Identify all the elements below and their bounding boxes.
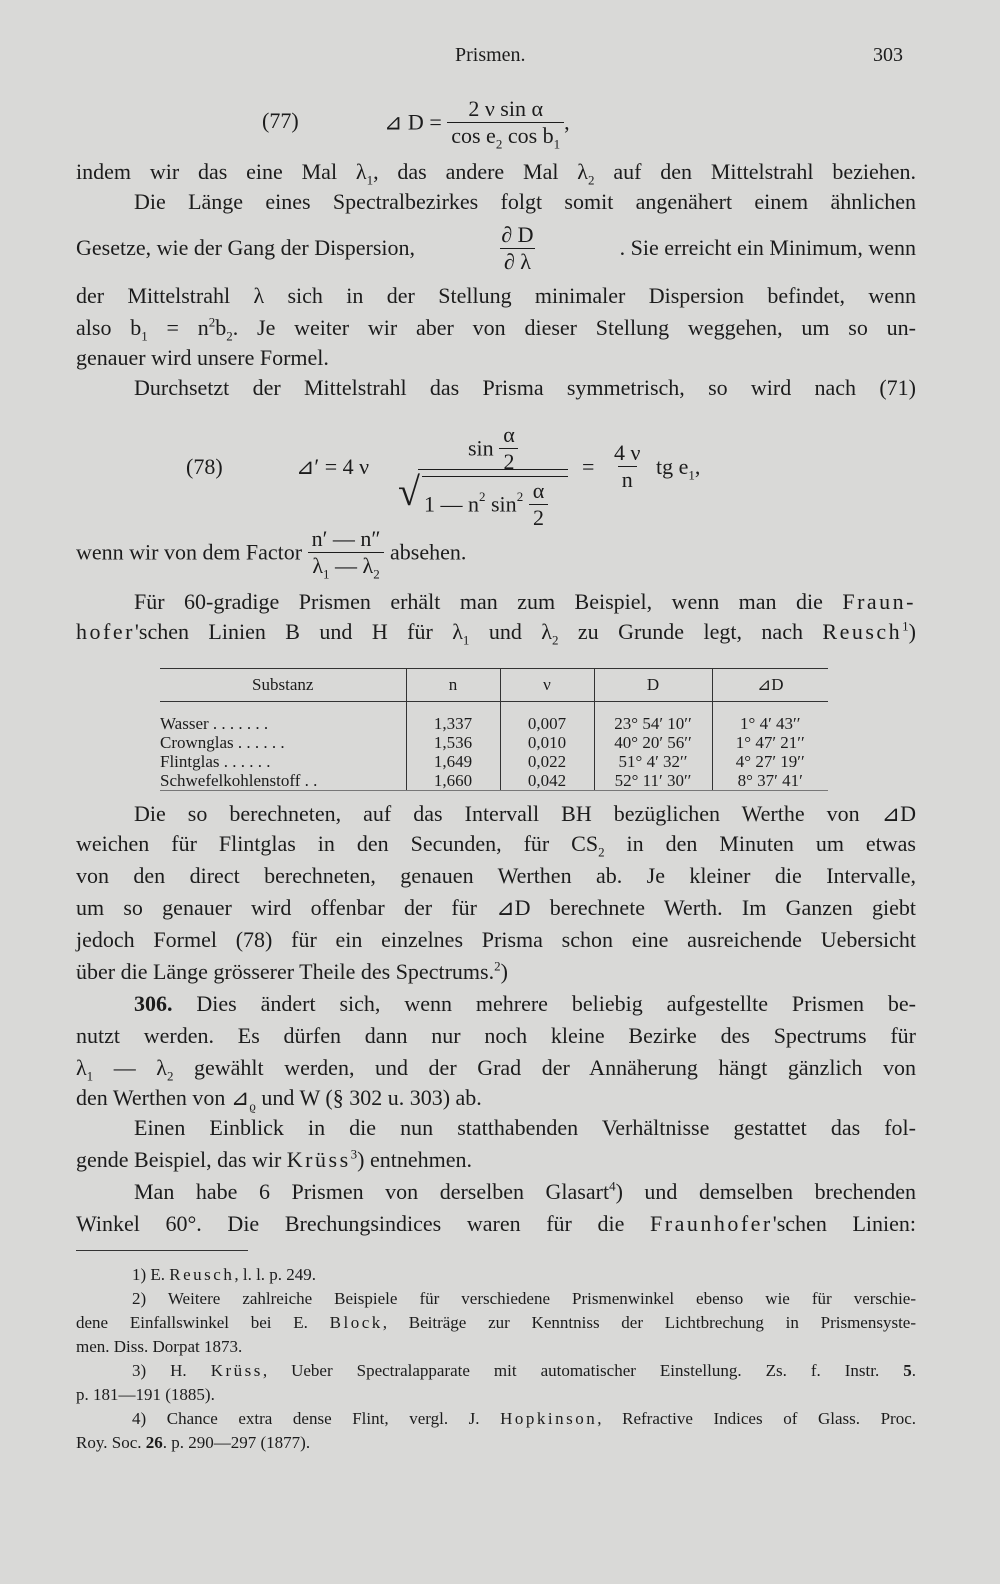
equals-sign: =	[582, 454, 595, 479]
text-line: also $b_1 = n^2b_2$. Je weiter wir aber von dieser Stellung weggehen, um so un-	[76, 314, 916, 344]
equation-78	[186, 408, 746, 530]
running-head-title: Prismen.	[455, 44, 526, 66]
fraction: $\frac{n' — n''}{\lambda_1 — \lambda_2}$	[308, 526, 385, 579]
table-cell: 1,337	[406, 702, 500, 734]
equation-tail: tg $e_1$,	[656, 454, 701, 483]
text-line: von den direct berechneten, genauen Werthen ab. Je kleiner die Intervalle,	[76, 863, 916, 888]
main-fraction-bar	[418, 469, 568, 470]
footnote-4: 4) Chance extra dense Flint, vergl. J. Hopkinson, Refractive Indices of Glass. Proc.	[132, 1409, 916, 1428]
table-cell: 1,649	[406, 752, 500, 771]
fraction	[447, 96, 564, 152]
text-line: wenn wir von dem Factor $\frac{n' — n''}{\lambda_1 — \lambda_2}$ absehen.	[76, 526, 467, 582]
equation-lhs: ⊿′ = 4 ν	[296, 454, 370, 479]
text-line: Durchsetzt der Mittelstrahl das Prisma symmetrisch, so wird nach (71)	[134, 375, 916, 400]
table-cell: Wasser . . . . . . .	[160, 714, 269, 733]
text-line: Die Länge eines Spectralbezirkes folgt somit angenähert einem ähnlichen	[134, 189, 916, 214]
table-cell: Schwefelkohlenstoff . .	[160, 771, 406, 791]
numerator: 2 ν sin α	[468, 96, 544, 121]
table-cell: 0,042	[500, 771, 594, 791]
text-line: gende Beispiel, das wir Krüss$^3$) entnehmen.	[76, 1146, 472, 1172]
text-line: Für 60-gradige Prismen erhält man zum Beispiel, wenn man die Fraun-	[134, 589, 916, 614]
text-line: den Werthen von $⊿_ϱ$ und W (§ 302 u. 303) ab.	[76, 1085, 482, 1114]
text-line: indem wir das eine Mal $\lambda_1$, das andere Mal $\lambda_2$ auf den Mittelstrahl beziehen.	[76, 159, 917, 188]
section-number: 306.	[134, 991, 173, 1016]
table-cell: 1,660	[406, 771, 500, 791]
denominator: $\cos e_2$ $\cos b_1$	[447, 122, 564, 149]
text-line: hofer'schen Linien B und H für $\lambda_1$ und $\lambda_2$ zu Grunde legt, nach Reusch$^1$)	[76, 618, 916, 648]
fraction: $\frac{\partial D}{\partial \lambda}$	[501, 221, 534, 274]
table-cell: 1° 4′ 43′′	[712, 702, 828, 734]
text-line: weichen für Flintglas in den Secunden, für $CS_2$ in den Minuten um etwas	[76, 831, 916, 860]
footnote-3-cont: p. 181—191 (1885).	[76, 1385, 215, 1404]
text-line: Winkel 60°. Die Brechungsindices waren für die Fraunhofer'schen Linien:	[76, 1211, 916, 1236]
equation-77: (77) ⊿ D = $\frac{\text{2 ν sin α}}{\cos e_2 \cos b_1}$ ,	[262, 96, 570, 152]
column-header: Substanz	[160, 669, 406, 702]
text-line: Einen Einblick in die nun statthabenden Verhältnisse gestattet das fol-	[134, 1115, 916, 1140]
equation-label: (78)	[186, 454, 223, 479]
table-cell: 8° 37′ 41′	[712, 771, 828, 791]
footnote-4-cont: Roy. Soc. 26. p. 290—297 (1877).	[76, 1433, 311, 1452]
table-cell: 23° 54′ 10′′	[594, 702, 712, 734]
page-number: 303	[873, 44, 903, 66]
table-header-row	[160, 669, 828, 702]
column-header: n	[406, 669, 500, 702]
table-cell: 1,536	[406, 733, 500, 752]
numerator: sin $\frac{\alpha}{2}$	[468, 422, 519, 475]
text-line: über die Länge grösserer Theile des Spectrums.$^2$)	[76, 958, 508, 984]
equation-lhs: ⊿ D =	[384, 109, 442, 135]
text-line: 306. Dies ändert sich, wenn mehrere beliebig aufgestellte Prismen be-	[134, 991, 916, 1016]
substance-table	[160, 668, 828, 791]
text-line: jedoch Formel (78) für ein einzelnes Prisma schon eine ausreichende Uebersicht	[76, 927, 916, 952]
table-cell: Flintglas . . . . . .	[160, 752, 271, 771]
text-line: nutzt werden. Es dürfen dann nur noch kleine Bezirke des Spectrums für	[76, 1023, 916, 1048]
radical-bar	[422, 476, 568, 477]
text-line: $\lambda_1$ — $\lambda_2$ gewählt werden, und der Grad der Annäherung hängt gänzlich von	[76, 1055, 916, 1084]
table-cell: 0,007	[500, 702, 594, 734]
table-cell: 0,022	[500, 752, 594, 771]
table-cell: 0,010	[500, 733, 594, 752]
fraction: $\frac{4 \nu}{n}$	[614, 440, 641, 492]
text-line: Die so berechneten, auf das Intervall BH bezüglichen Werthe von ⊿D	[134, 801, 916, 826]
footnote-2: 2) Weitere zahlreiche Beispiele für verschiedene Prismenwinkel ebenso wie für verschie-	[132, 1289, 916, 1308]
table-row	[160, 752, 828, 771]
column-header: D	[594, 669, 712, 702]
text-line: der Mittelstrahl λ sich in der Stellung minimaler Dispersion befindet, wenn	[76, 283, 916, 308]
text-line: um so genauer wird offenbar der für ⊿D berechnete Werth. Im Ganzen giebt	[76, 895, 916, 920]
table-cell: 1° 47′ 21′′	[712, 733, 828, 752]
footnote-rule	[76, 1250, 248, 1251]
footnote-1: 1) E. Reusch, l. l. p. 249.	[132, 1265, 317, 1284]
column-header: ν	[500, 669, 594, 702]
table-row	[160, 771, 828, 791]
table-cell: 52° 11′ 30′′	[594, 771, 712, 791]
footnote-3: 3) H. Krüss, Ueber Spectralapparate mit automatischer Einstellung. Zs. f. Instr. 5.	[132, 1361, 916, 1380]
table-row	[160, 733, 828, 752]
table-row	[160, 702, 828, 734]
table-cell: 40° 20′ 56′′	[594, 733, 712, 752]
table-cell: Crownglas . . . . . .	[160, 733, 285, 752]
text-line: Man habe 6 Prismen von derselben Glasart$^4$) und demselben brechenden	[134, 1178, 916, 1204]
radicand: 1 — $n^2$ $\sin^2$ $\frac{\alpha}{2}$	[424, 478, 548, 531]
column-header: ⊿D	[712, 669, 828, 702]
text-line: genauer wird unsere Formel.	[76, 345, 329, 370]
radical-sign: √	[398, 469, 420, 514]
table-cell: 4° 27′ 19′′	[712, 752, 828, 771]
equation-label: (77)	[262, 107, 299, 133]
footnote-2-cont: dene Einfallswinkel bei E. Block, Beiträge zur Kenntniss der Lichtbrechung in Prismensyste-	[76, 1313, 917, 1332]
text-line: Gesetze, wie der Gang der Dispersion, $\frac{\partial D}{\partial \lambda}$ . Sie erreicht ein Minimum, wenn	[76, 221, 916, 274]
table-cell: 51° 4′ 32′′	[594, 752, 712, 771]
footnote-2-cont: men. Diss. Dorpat 1873.	[76, 1337, 243, 1356]
